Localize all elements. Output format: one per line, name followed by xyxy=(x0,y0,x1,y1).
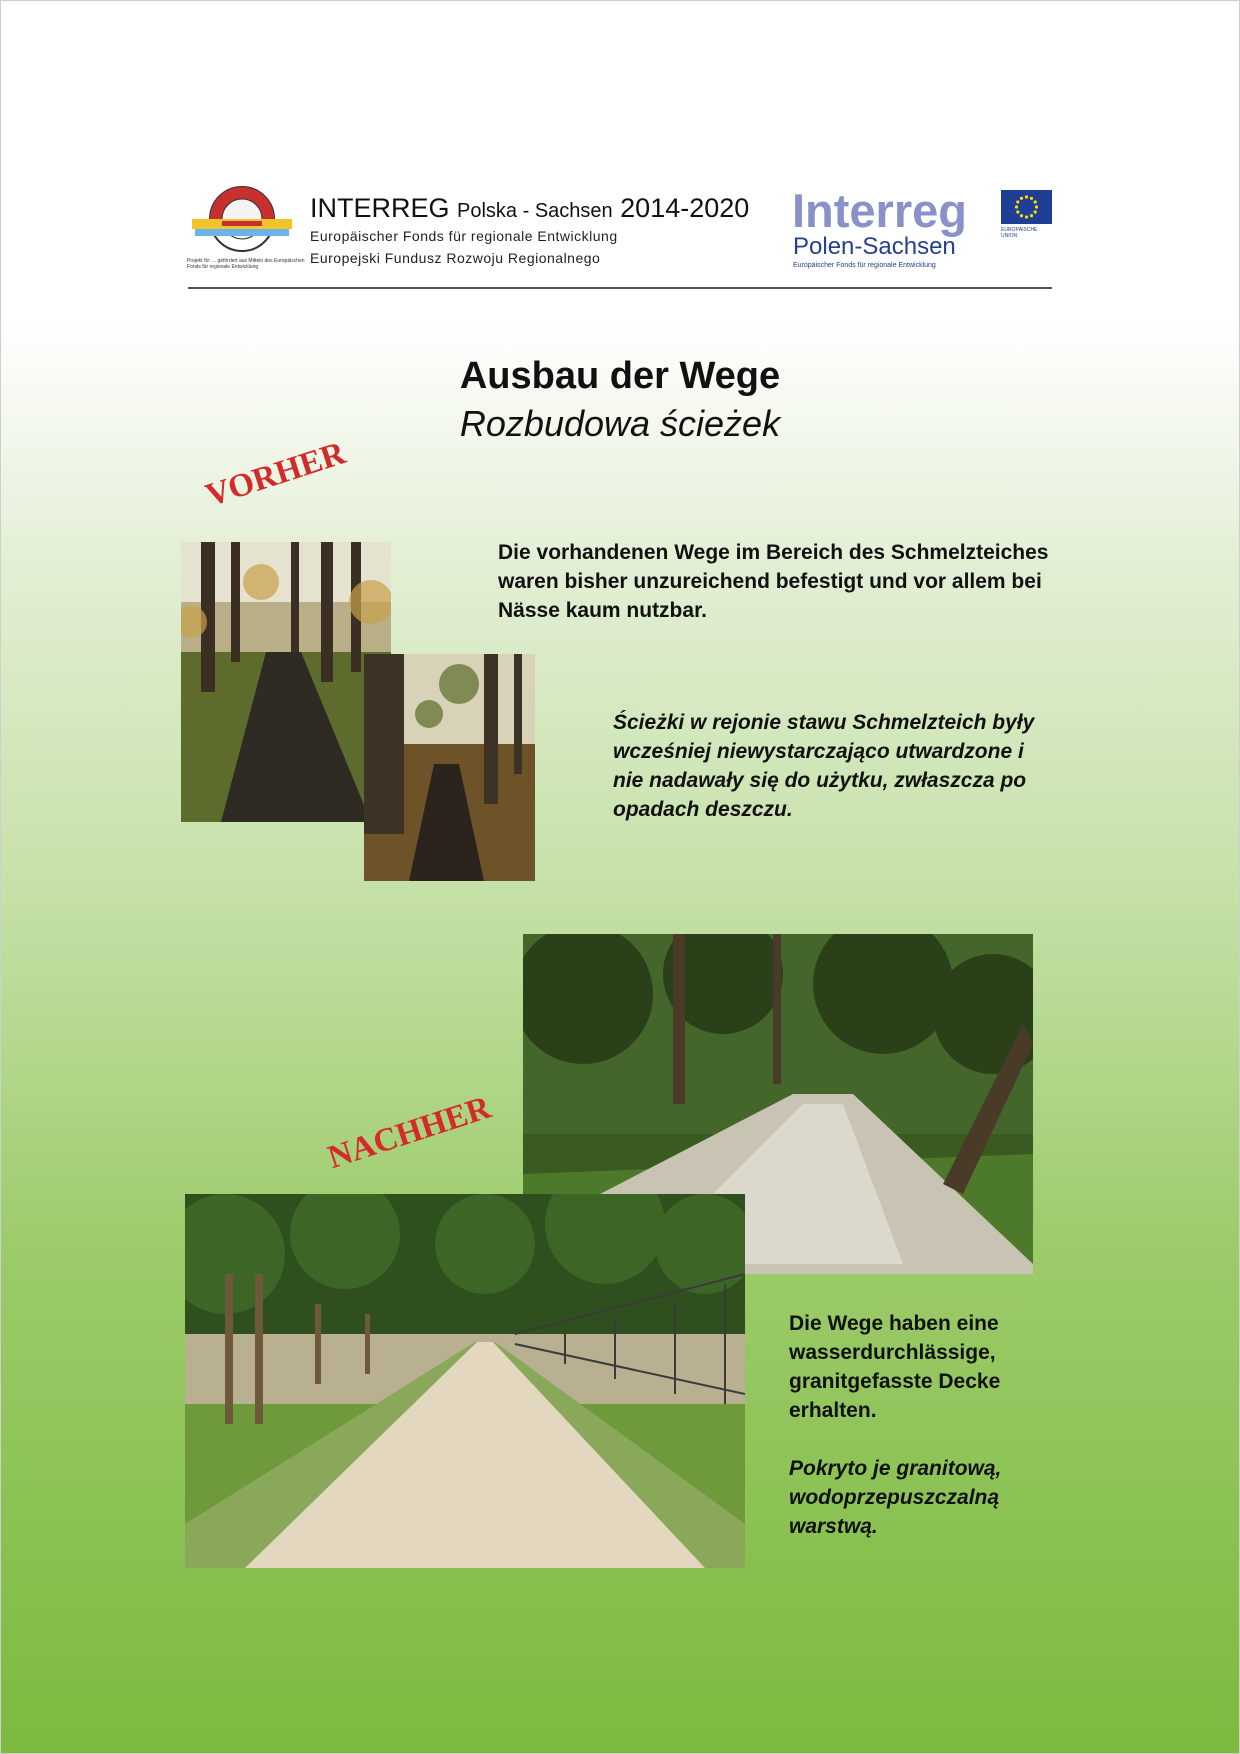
fund-name-pl: Europejski Fundusz Rozwoju Regionalnego xyxy=(310,250,601,266)
page-title-german: Ausbau der Wege xyxy=(459,355,781,397)
interreg-logo-word: Interreg xyxy=(792,184,967,237)
after-text-german: Die Wege haben eine wasserdurchlässige, granitgefasste Decke erhalten. xyxy=(789,1312,1001,1422)
eu-label: EUROPÄISCHE UNION xyxy=(1001,227,1038,239)
after-photo-new-path xyxy=(185,1194,745,1568)
before-photo-muddy-path xyxy=(181,542,391,822)
before-photo-forest-trail xyxy=(364,654,535,881)
logo-caption: Projekt Nr: ... gefördert aus Mitteln des Europäischen Fonds für regionale Entwicklung xyxy=(187,258,305,270)
eu-flag-icon xyxy=(1001,190,1052,224)
program-title-region: Polska - Sachsen xyxy=(457,200,613,222)
header-divider xyxy=(188,287,1052,289)
fund-name-de: Europäischer Fonds für regionale Entwicklung xyxy=(310,228,618,244)
interreg-logo-region: Polen-Sachsen xyxy=(793,233,956,260)
page-title-polish: Rozbudowa ścieżek xyxy=(459,403,781,444)
project-seal-logo xyxy=(187,185,297,260)
after-text-polish: Pokryto je granitową, wodoprzepuszczalną warstwą. xyxy=(789,1457,1002,1538)
before-stamp: VORHER xyxy=(201,435,350,515)
before-text-polish: Ścieżki w rejonie stawu Schmelzteich były wcześniej niewystarczająco utwardzone i nie nadawały się do użytku, zwłaszcza po opadach deszczu. xyxy=(613,711,1035,821)
interreg-logo-fund: Europäischer Fonds für regionale Entwicklung xyxy=(793,262,936,269)
before-text-german: Die vorhandenen Wege im Bereich des Schmelzteiches waren bisher unzureichend befestigt und vor allem bei Nässe kaum nutzbar. xyxy=(498,541,1049,622)
after-stamp: NACHHER xyxy=(323,1089,496,1177)
program-title: INTERREG Polska - Sachsen 2014-2020 xyxy=(310,193,750,223)
